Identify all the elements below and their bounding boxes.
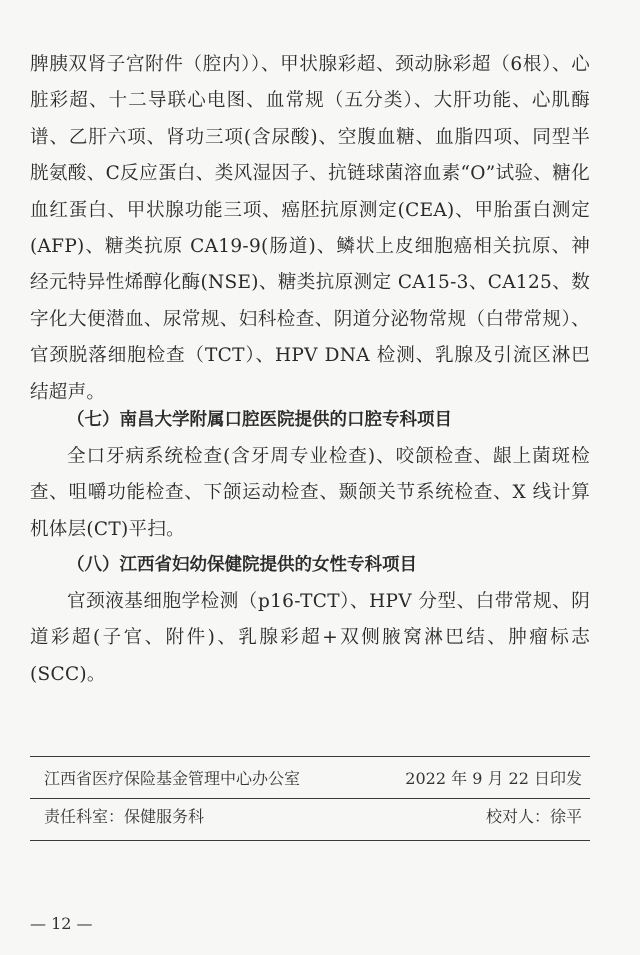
issuer-name: 江西省医疗保险基金管理中心办公室 — [44, 769, 301, 788]
body-paragraph-female-items — [30, 584, 590, 693]
proofreader: 校对人：徐平 — [485, 807, 582, 826]
oral-items-text: 全口牙病系统检查(含牙周专业检查)、咬颌检查、龈上菌斑检查、咀嚼功能检查、下颌运动检查、颞颌关节系统检查、X 线计算机体层(CT)平扫。 — [30, 446, 590, 540]
issue-date: 2022 年 9 月 22 日印发 — [405, 769, 582, 788]
body-paragraph-oral-items — [30, 439, 590, 548]
footer-responsible-row — [44, 806, 582, 828]
female-items-text: 官颈液基细胞学检测（p16-TCT）、HPV 分型、白带常规、阴道彩超(子官、附件)、乳腺彩超+双侧腋窝淋巴结、肿瘤标志(SCC)。 — [30, 591, 590, 685]
section-heading-7: （七）南昌大学附属口腔医院提供的口腔专科项目 — [67, 410, 452, 430]
section-heading-8: （八）江西省妇幼保健院提供的女性专科项目 — [67, 555, 417, 575]
footer-issuer-row — [44, 768, 582, 790]
footer-middle-rule — [30, 798, 590, 799]
footer-top-rule — [30, 756, 590, 757]
footer-bottom-rule — [30, 840, 590, 841]
responsible-department: 责任科室：保健服务科 — [44, 807, 205, 826]
exam-items-text: 脾胰双肾子宫附件（腔内））、甲状腺彩超、颈动脉彩超（6根）、心脏彩超、十二导联心电图、血常规（五分类）、大肝功能、心肌酶谱、乙肝六项、肾功三项(含尿酸)、空腹血糖、血脂四项、同型半胱氨酸、C反应蛋白、类风湿因子、抗链球菌溶血素“O”试验、糖化血红蛋白、甲状腺功能三项、癌胚抗原测定(CEA)、甲胎蛋白测定(AFP)、糖类抗原 CA19-9(肠道)、鳞状上皮细胞癌相关抗原、神经元特异性烯醇化酶(NSE)、糖类抗原测定 CA15-3、CA125、数字化大便潜血、尿常规、妇科检查、阴道分泌物常规（白带常规）、官颈脱落细胞检查（TCT）、HPV DNA 检测、乳腺及引流区淋巴结超声。 — [30, 54, 590, 403]
page-number: — 12 — — [30, 914, 93, 933]
body-paragraph-exam-items — [30, 47, 590, 411]
